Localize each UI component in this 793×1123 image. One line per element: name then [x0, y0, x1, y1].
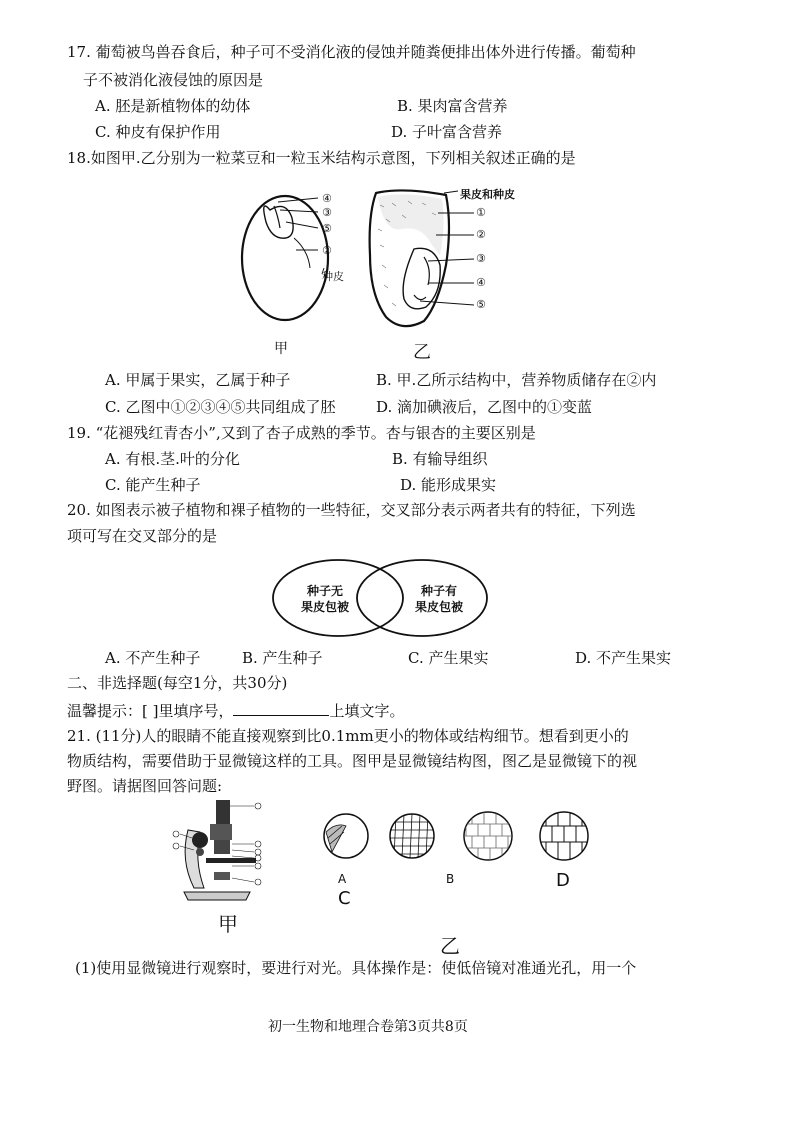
view-b-label: B [446, 872, 455, 886]
q21-line1: 21. (11分)人的眼睛不能直接观察到比0.1mm更小的物体或结构细节。想看到更小的 [67, 727, 629, 745]
corn-label-5: ⑤ [476, 298, 486, 311]
corn-label-2: ② [476, 228, 486, 241]
section2-title: 二、非选择题(每空1分，共30分) [67, 674, 288, 692]
corn-label-pericarp: 果皮和种皮 [460, 188, 515, 201]
q21-sub1: (1)使用显微镜进行观察时，要进行对光。具体操作是：使低倍镜对准通光孔，用一个 [75, 959, 637, 977]
bean-seed-figure [230, 188, 360, 338]
q20-option-a: A. 不产生种子 [105, 649, 201, 667]
q19-stem: 19. “花褪残红青杏小”,又到了杏子成熟的季节。杏与银杏的主要区别是 [67, 424, 536, 442]
section2-tip [67, 701, 405, 721]
q18-option-c: C. 乙图中①②③④⑤共同组成了胚 [105, 398, 336, 416]
q18-option-d: D. 滴加碘液后，乙图中的①变蓝 [376, 398, 593, 416]
view-c-figure [462, 810, 516, 864]
corn-seed-figure [362, 185, 482, 335]
bean-label-5: ⑤ [322, 222, 332, 235]
view-b-figure [388, 812, 438, 862]
view-caption: 乙 [440, 934, 460, 958]
microscope-figure [170, 800, 270, 910]
microscope-caption: 甲 [218, 912, 238, 936]
q18-option-a: A. 甲属于果实，乙属于种子 [105, 371, 291, 389]
corn-label-1: ① [476, 206, 486, 219]
mic-base [184, 892, 250, 900]
q17-option-c: C. 种皮有保护作用 [95, 123, 221, 141]
q19-option-b: B. 有输导组织 [392, 450, 488, 468]
venn-right-text-2: 果皮包被 [415, 600, 464, 614]
mic-coarse-knob [192, 832, 208, 848]
mic-tube [210, 824, 232, 840]
bean-caption: 甲 [274, 341, 288, 357]
mic-fine-knob [196, 848, 204, 856]
view-d-figure [538, 810, 592, 864]
view-c-label-big: C [338, 888, 351, 909]
tip-pre: 温馨提示：[ ]里填序号， [67, 702, 234, 720]
q20-option-b: B. 产生种子 [242, 649, 323, 667]
bean-label-3: ③ [322, 206, 332, 219]
mic-stage [206, 858, 256, 863]
q17-option-b: B. 果肉富含营养 [397, 97, 508, 115]
q17-stem-line1: 17. 葡萄被鸟兽吞食后，种子可不受消化液的侵蚀并随粪便排出体外进行传播。葡萄种 [67, 43, 636, 61]
q17-stem-line2: 子不被消化液侵蚀的原因是 [83, 71, 264, 89]
q17-option-d: D. 子叶富含营养 [391, 123, 503, 141]
q19-option-a: A. 有根.茎.叶的分化 [105, 450, 240, 468]
q18-option-b: B. 甲.乙所示结构中，营养物质储存在②内 [376, 371, 657, 389]
tip-post: 上填文字。 [329, 702, 405, 720]
corn-label-4: ④ [476, 276, 486, 289]
corn-caption: 乙 [413, 342, 431, 363]
q20-option-c: C. 产生果实 [408, 649, 489, 667]
q19-option-c: C. 能产生种子 [105, 476, 201, 494]
venn-right-text-1: 种子有 [421, 584, 458, 598]
venn-left-text-2: 果皮包被 [301, 600, 350, 614]
view-a-figure [322, 812, 372, 862]
q20-option-d: D. 不产生果实 [575, 649, 672, 667]
venn-left-text-1: 种子无 [307, 584, 344, 598]
tip-blank [233, 701, 329, 716]
bean-label-seed-coat: 种皮 [322, 270, 344, 283]
q21-line3: 野图。请据图回答问题: [67, 777, 223, 795]
bean-label-4: ④ [322, 192, 332, 205]
q17-option-a: A. 胚是新植物体的幼体 [95, 97, 251, 115]
page-footer: 初一生物和地理合卷第3页共8页 [268, 1019, 468, 1035]
q20-stem-line1: 20. 如图表示被子植物和裸子植物的一些特征，交叉部分表示两者共有的特征，下列选 [67, 501, 636, 519]
q18-stem: 18.如图甲.乙分别为一粒菜豆和一粒玉米结构示意图，下列相关叙述正确的是 [67, 149, 576, 167]
q20-stem-line2: 项可写在交叉部分的是 [67, 527, 218, 545]
view-a-label: A [338, 872, 347, 886]
mic-objectives [214, 840, 230, 854]
q19-option-d: D. 能形成果实 [400, 476, 497, 494]
corn-leader-coat [444, 191, 458, 193]
view-d-label: D [556, 870, 570, 891]
q21-line2: 物质结构，需要借助于显微镜这样的工具。图甲是显微镜结构图，图乙是显微镜下的视 [67, 752, 638, 770]
corn-label-3: ③ [476, 252, 486, 265]
bean-label-2: ② [322, 244, 332, 257]
mic-mirror [214, 872, 230, 880]
